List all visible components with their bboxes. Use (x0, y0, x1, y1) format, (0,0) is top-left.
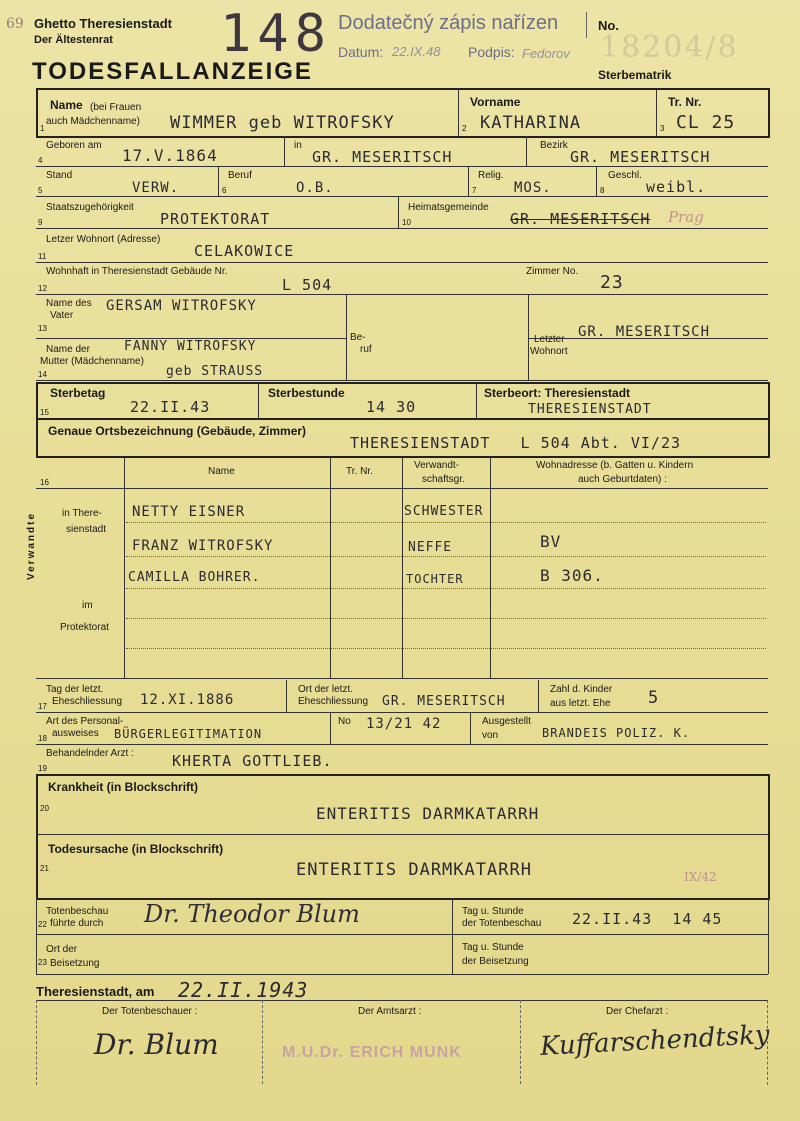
row-number: 12 (38, 284, 47, 293)
rel-col-wohn1: Wohnadresse (b. Gatten u. Kindern (536, 460, 694, 471)
ausgestellt-label1: Ausgestellt (482, 716, 531, 727)
marriage-tag-label2: Eheschliessung (52, 696, 123, 707)
addendum-stamp: Dodatečný zápis nařízen (338, 12, 559, 34)
datum-value: 22.IX.48 (392, 44, 441, 59)
name-sub1: (bei Frauen (90, 102, 142, 113)
in-label: in (294, 140, 302, 151)
row-number: 7 (472, 186, 477, 195)
geboren-value: 17.V.1864 (122, 146, 218, 165)
beschau-tag-label2: der Totenbeschau (462, 918, 542, 929)
rel-in-there2: sienstadt (66, 524, 107, 535)
rel-col-verw2: schaftsgr. (422, 474, 465, 485)
row-number: 17 (38, 702, 47, 711)
ursache-label: Todesursache (in Blockschrift) (48, 842, 224, 856)
mutter-value1: FANNY WITROFSKY (124, 339, 257, 354)
rel-col-trnr: Tr. Nr. (346, 466, 373, 477)
chefarzt-signature: Kuffarschendtsky (539, 1020, 771, 1062)
podpis-value: Fedorov (522, 46, 570, 61)
bezirk-value: GR. MESERITSCH (570, 148, 711, 166)
row-number: 4 (38, 156, 43, 165)
beisetzung-tag-label1: Tag u. Stunde (462, 942, 524, 953)
ausgestellt-value: BRANDEIS POLIZ. K. (542, 726, 691, 740)
place-date-value: 22.II.1943 (178, 978, 309, 1002)
row-number: 9 (38, 218, 43, 227)
beruf-value: O.B. (296, 180, 334, 196)
vorname-value: KATHARINA (480, 113, 582, 133)
heimat-label: Heimatsgemeinde (408, 202, 489, 213)
beschau-tag-label1: Tag u. Stunde (462, 906, 524, 917)
rel-col-name: Name (208, 466, 235, 477)
row-number: 14 (38, 370, 47, 379)
podpis-label: Podpis: (468, 44, 515, 60)
row-number: 18 (38, 734, 47, 743)
ausweis-no-label: No (338, 716, 351, 727)
amtsarzt-label: Der Amtsarzt : (358, 1006, 422, 1017)
sterbestunde-value: 14 30 (366, 398, 417, 416)
row-number: 10 (402, 218, 411, 227)
letzter-label1: Letzter (534, 334, 565, 345)
amtsarzt-stamp: M.U.Dr. ERICH MUNK (282, 1044, 462, 1061)
beruf2-label1: Be- (350, 332, 366, 343)
beschau-signature: Dr. Theodor Blum (144, 900, 360, 928)
marriage-ort-label2: Eheschliessung (298, 696, 369, 707)
relative-address: B 306. (540, 566, 604, 585)
org-line1: Ghetto Theresienstadt (34, 16, 172, 31)
genaue-label: Genaue Ortsbezeichnung (Gebäude, Zimmer) (48, 424, 307, 438)
totenbeschauer-label: Der Totenbeschauer : (102, 1006, 198, 1017)
place-date-label: Theresienstadt, am (36, 984, 155, 999)
relative-name: NETTY EISNER (132, 504, 246, 520)
gebaeude-label: Wohnhaft in Theresienstadt Gebäude Nr. (46, 266, 228, 277)
relative-relation: SCHWESTER (404, 504, 484, 519)
chefarzt-label: Der Chefarzt : (606, 1006, 669, 1017)
beschau-label1: Totenbeschau (46, 906, 109, 917)
beisetzung-ort-label2: Beisetzung (50, 958, 100, 969)
heimat-note: Prag (668, 208, 704, 226)
sterbeort-value: THERESIENSTADT (528, 402, 652, 417)
stand-value: VERW. (132, 180, 180, 196)
row-number: 16 (40, 478, 49, 487)
relative-name: CAMILLA BOHRER. (128, 570, 261, 585)
row-number: 5 (38, 186, 43, 195)
heimat-value: GR. MESERITSCH (510, 210, 651, 228)
row-number: 19 (38, 764, 47, 773)
name-label: Name (50, 98, 83, 112)
row-number: 11 (38, 252, 47, 261)
marriage-tag-value: 12.XI.1886 (140, 692, 235, 708)
name-value: WIMMER geb WITROFSKY (170, 113, 395, 133)
sterbetag-label: Sterbetag (50, 386, 106, 400)
relative-relation: TOCHTER (406, 572, 464, 586)
relatives-side-label: Verwandte (26, 511, 37, 580)
sterbestunde-label: Sterbestunde (268, 386, 345, 400)
letzter-value: GR. MESERITSCH (578, 324, 711, 340)
row-number: 13 (38, 324, 47, 333)
vater-label1: Name des (46, 298, 92, 309)
org-line2: Der Ältestenrat (34, 34, 113, 46)
rel-in-there1: in There- (62, 508, 102, 519)
staats-label: Staatszugehörigkeit (46, 202, 134, 213)
big-number: 148 (220, 4, 332, 64)
no-value: 18204/8 (600, 30, 739, 65)
row-number: 23 (38, 958, 47, 967)
beruf-label: Beruf (228, 170, 252, 181)
krankheit-value: ENTERITIS DARMKATARRH (316, 804, 540, 823)
trnr-label: Tr. Nr. (668, 95, 702, 109)
wohnort-value: CELAKOWICE (194, 242, 295, 260)
kinder-label2: aus letzt. Ehe (550, 698, 611, 709)
geschl-label: Geschl. (608, 170, 642, 181)
krankheit-label: Krankheit (in Blockschrift) (48, 780, 199, 794)
beisetzung-ort-label1: Ort der (46, 944, 78, 955)
arzt-value: KHERTA GOTTLIEB. (172, 752, 333, 770)
arzt-label: Behandelnder Arzt : (46, 748, 134, 759)
row-number: 15 (40, 408, 49, 417)
beisetzung-tag-label2: der Beisetzung (462, 956, 529, 967)
rel-im: im (82, 600, 93, 611)
gebaeude-value: L 504 (282, 276, 333, 294)
row-number: 2 (462, 124, 467, 133)
page-mark: 69 (6, 16, 24, 32)
staats-value: PROTEKTORAT (160, 210, 271, 228)
geboren-label: Geboren am (46, 140, 102, 151)
in-value: GR. MESERITSCH (312, 148, 453, 166)
row-number: 6 (222, 186, 227, 195)
zimmer-label: Zimmer No. (526, 266, 579, 277)
kinder-value: 5 (648, 688, 660, 708)
marriage-ort-label1: Ort der letzt. (298, 684, 354, 695)
sterbeort-label: Sterbeort: Theresienstadt (484, 386, 631, 400)
ausweis-label1: Art des Personal- (46, 716, 124, 727)
row-number: 1 (40, 124, 45, 133)
mutter-label2: Mutter (Mädchenname) (40, 356, 144, 367)
vater-value: GERSAM WITROFSKY (106, 298, 257, 314)
beschau-tag-value: 22.II.43 14 45 (572, 910, 723, 928)
no-label: No. (598, 18, 619, 33)
ursache-note: IX/42 (684, 870, 717, 884)
form-title: TODESFALLANZEIGE (32, 58, 313, 85)
beschau-label2: führte durch (50, 918, 104, 929)
rel-protektorat: Protektorat (60, 622, 109, 633)
vorname-label: Vorname (470, 95, 521, 109)
marriage-tag-label1: Tag der letzt. (46, 684, 104, 695)
marriage-ort-value: GR. MESERITSCH (382, 694, 506, 709)
row-number: 20 (40, 804, 49, 813)
rel-col-wohn2: auch Geburtdaten) : (578, 474, 667, 485)
bezirk-label: Bezirk (540, 140, 568, 151)
kinder-label1: Zahl d. Kinder (550, 684, 613, 695)
vater-label2: Vater (50, 310, 74, 321)
letzter-label2: Wohnort (530, 346, 568, 357)
ursache-value: ENTERITIS DARMKATARRH (296, 860, 532, 880)
relig-value: MOS. (514, 180, 552, 196)
sterbematrik-label: Sterbematrik (598, 68, 672, 82)
relative-name: FRANZ WITROFSKY (132, 538, 274, 554)
genaue-value: THERESIENSTADT L 504 Abt. VI/23 (350, 434, 682, 452)
ausweis-label2: ausweises (52, 728, 99, 739)
relative-address: BV (540, 532, 562, 551)
row-number: 21 (40, 864, 49, 873)
wohnort-label: Letzer Wohnort (Adresse) (46, 234, 161, 245)
mutter-value2: geb STRAUSS (166, 364, 264, 379)
relative-relation: NEFFE (408, 540, 453, 555)
rel-col-verw1: Verwandt- (414, 460, 460, 471)
row-number: 22 (38, 920, 47, 929)
sterbetag-value: 22.II.43 (130, 398, 211, 416)
name-sub2: auch Mädchenname) (46, 116, 140, 127)
datum-label: Datum: (338, 44, 384, 60)
row-number: 3 (660, 124, 665, 133)
ausgestellt-label2: von (482, 730, 499, 741)
zimmer-value: 23 (600, 272, 624, 293)
relig-label: Relig. (478, 170, 504, 181)
ausweis-no-value: 13/21 42 (366, 716, 442, 732)
ausweis-value: BÜRGERLEGITIMATION (114, 727, 263, 741)
geschl-value: weibl. (646, 178, 707, 196)
totenbeschauer-signature: Dr. Blum (94, 1028, 219, 1061)
row-number: 8 (600, 186, 605, 195)
stand-label: Stand (46, 170, 73, 181)
trnr-value: CL 25 (676, 112, 736, 133)
beruf2-label2: ruf (360, 344, 372, 355)
mutter-label1: Name der (46, 344, 90, 355)
